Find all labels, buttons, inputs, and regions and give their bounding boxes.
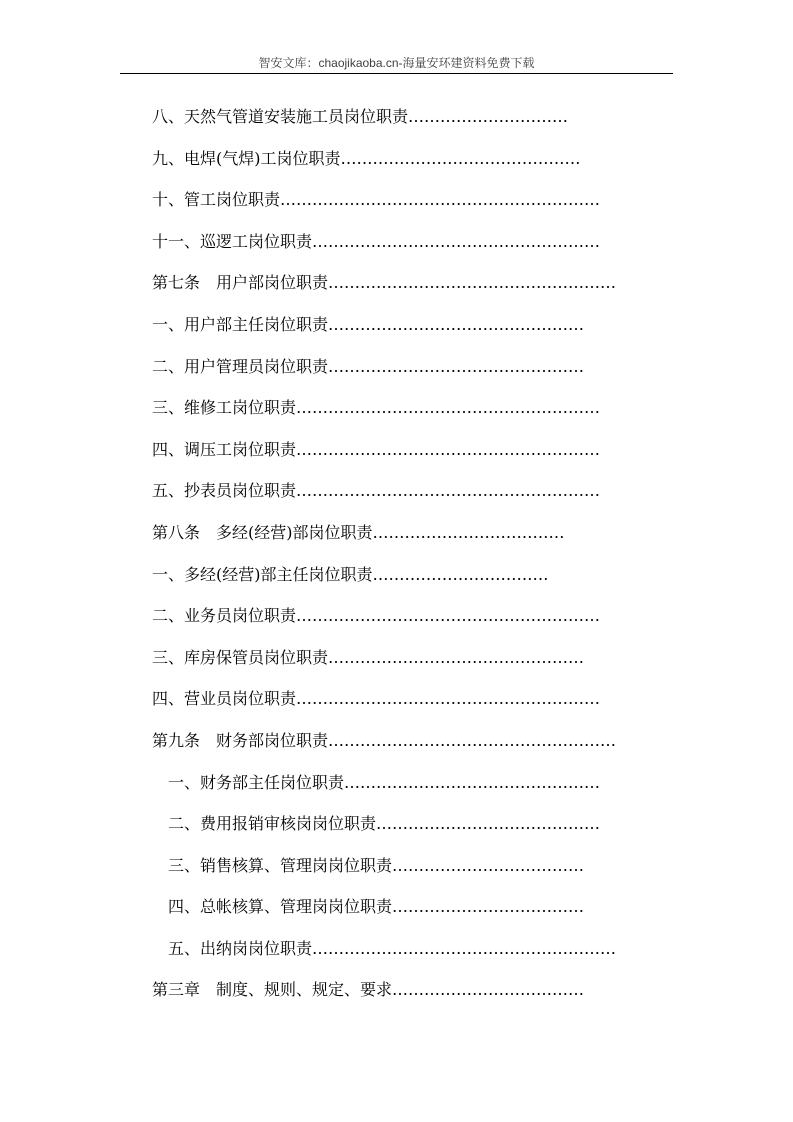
toc-entry [152, 179, 601, 221]
toc-section-heading [152, 720, 617, 762]
toc-entry-title: 三、维修工岗位职责 [152, 398, 297, 418]
toc-entry [152, 470, 601, 512]
toc-entry-title: 第三章 制度、规则、规定、要求 [152, 980, 393, 1000]
toc-entry-title: 五、抄表员岗位职责 [152, 481, 297, 501]
toc-leader-dots: …………………………… [372, 564, 549, 584]
toc-entry [152, 346, 585, 388]
toc-entry-title: 第八条 多经(经营)部岗位职责 [152, 522, 373, 542]
toc-entry [152, 387, 601, 429]
toc-entry-title: 二、费用报销审核岗岗位职责 [168, 814, 377, 834]
toc-entry-title: 一、用户部主任岗位职责 [152, 314, 329, 334]
toc-entry-title: 一、财务部主任岗位职责 [168, 772, 345, 792]
header-divider [120, 73, 673, 74]
toc-entry [152, 762, 601, 804]
toc-leader-dots: ……………………………… [392, 897, 585, 917]
toc-entry [152, 221, 601, 263]
toc-entry [152, 678, 601, 720]
toc-entry [152, 138, 581, 180]
toc-entry [152, 429, 601, 471]
toc-leader-dots: ………………………………………… [328, 356, 585, 376]
toc-entry-title: 四、总帐核算、管理岗岗位职责 [168, 897, 393, 917]
toc-entry-title: 三、销售核算、管理岗岗位职责 [168, 855, 393, 875]
table-of-contents [152, 96, 617, 1011]
toc-leader-dots: ………………………………………………… [296, 398, 601, 418]
toc-entry-title: 四、调压工岗位职责 [152, 439, 297, 459]
toc-entry [152, 928, 617, 970]
toc-leader-dots: ……………………………… [372, 522, 565, 542]
toc-entry [152, 845, 584, 887]
toc-leader-dots: ………………………………………………… [296, 439, 601, 459]
toc-leader-dots: ………………………………………… [344, 772, 601, 792]
toc-leader-dots: ……………………………………………… [312, 231, 601, 251]
toc-leader-dots: ………………………………………………… [312, 938, 617, 958]
toc-leader-dots: ……………………………………………… [328, 730, 617, 750]
toc-entry [152, 595, 601, 637]
toc-leader-dots: ………………………………………………… [296, 606, 601, 626]
toc-entry-title: 二、用户管理员岗位职责 [152, 356, 329, 376]
toc-entry-title: 四、营业员岗位职责 [152, 689, 297, 709]
toc-entry-title: 十、管工岗位职责 [152, 190, 281, 210]
toc-leader-dots: ………………………… [408, 107, 569, 126]
toc-entry-title: 第七条 用户部岗位职责 [152, 273, 329, 293]
toc-leader-dots: …………………………………………………… [280, 190, 601, 210]
page-header: 智安文库：chaojikaoba.cn-海量安环建资料免费下载 [258, 56, 535, 70]
toc-section-heading [152, 262, 617, 304]
toc-leader-dots: ………………………………………………… [296, 481, 601, 501]
toc-entry [152, 637, 585, 679]
toc-leader-dots: ……………………………………… [340, 148, 581, 168]
toc-leader-dots: …………………………………… [376, 814, 601, 834]
toc-entry [152, 96, 568, 138]
toc-entry-title: 五、出纳岗岗位职责 [168, 938, 313, 958]
toc-leader-dots: ……………………………… [392, 980, 585, 1000]
toc-leader-dots: ………………………………………… [328, 314, 585, 334]
toc-entry-title: 三、库房保管员岗位职责 [152, 647, 329, 667]
toc-leader-dots: ……………………………… [392, 855, 585, 875]
toc-entry-title: 二、业务员岗位职责 [152, 606, 297, 626]
toc-entry-title: 十一、巡逻工岗位职责 [152, 231, 313, 251]
toc-leader-dots: ……………………………………………… [328, 273, 617, 293]
toc-entry [152, 886, 584, 928]
toc-leader-dots: ………………………………………… [328, 647, 585, 667]
toc-leader-dots: ………………………………………………… [296, 689, 601, 709]
toc-entry [152, 304, 585, 346]
toc-entry-title: 九、电焊(气焊)工岗位职责 [152, 148, 341, 168]
toc-chapter-heading [152, 969, 584, 1011]
toc-entry [152, 803, 601, 845]
toc-entry-title: 一、多经(经营)部主任岗位职责 [152, 564, 373, 584]
toc-entry [152, 554, 552, 596]
toc-section-heading [152, 512, 568, 554]
toc-entry-title: 八、天然气管道安装施工员岗位职责 [152, 107, 409, 126]
toc-entry-title: 第九条 财务部岗位职责 [152, 730, 329, 750]
